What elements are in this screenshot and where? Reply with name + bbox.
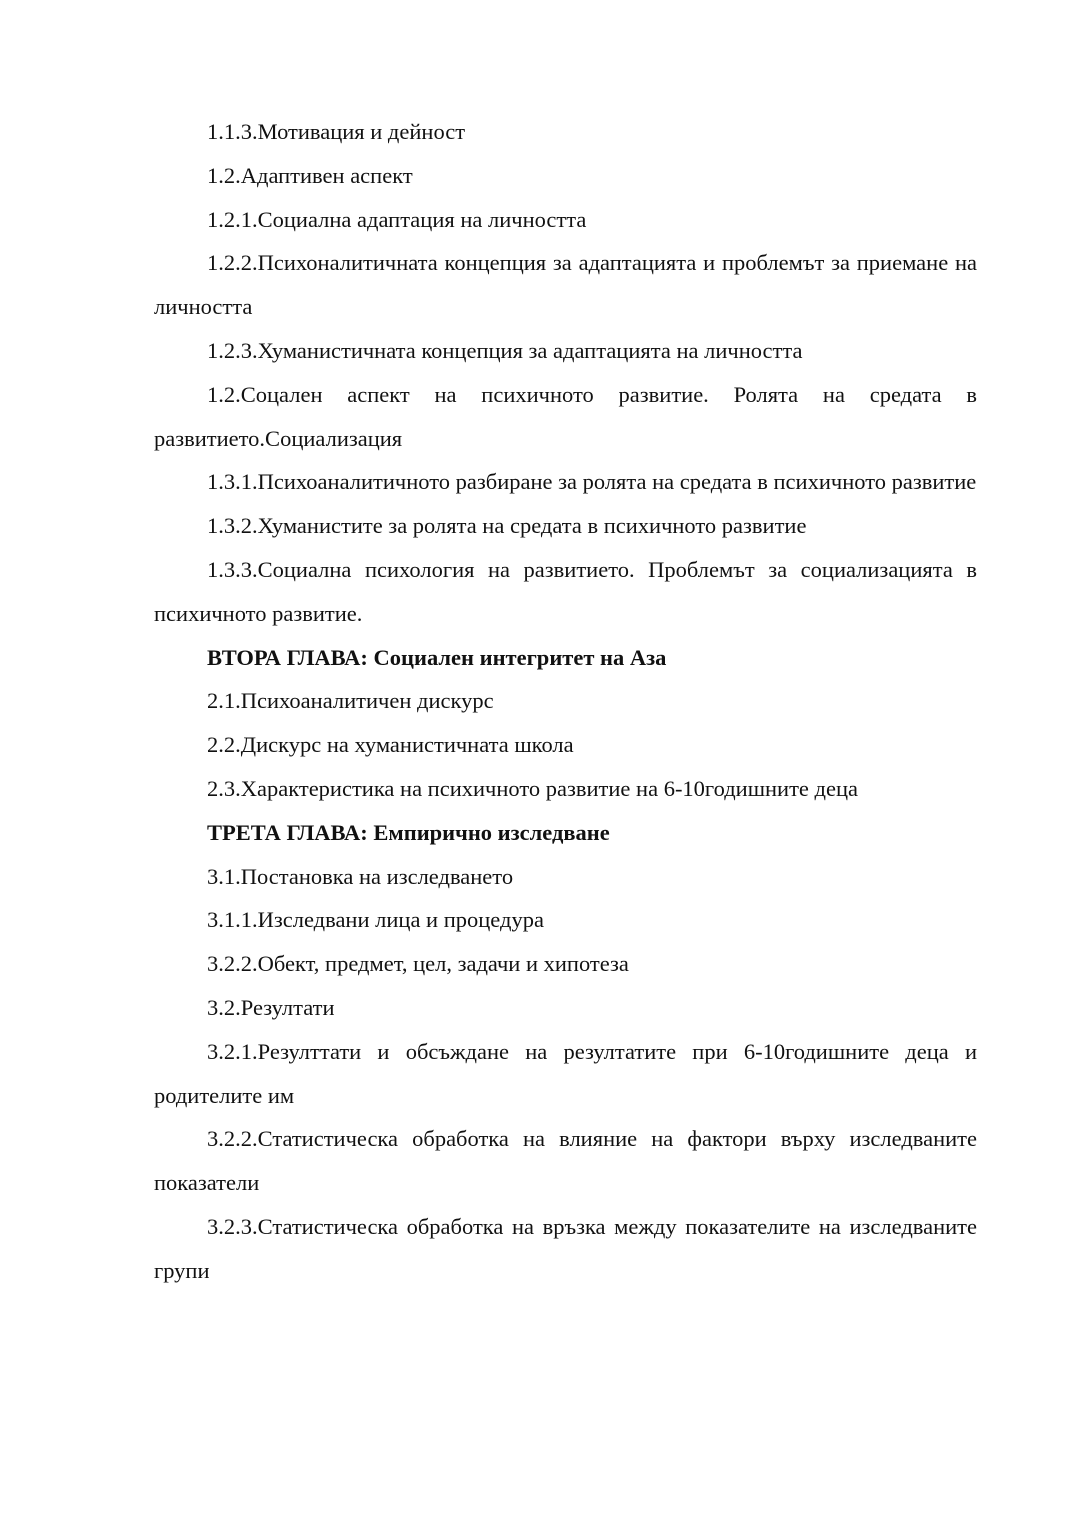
toc-entry-3-2-1: 3.2.1.Резулттати и обсъждане на резултатите при 6-10годишните деца и родителите им — [154, 1038, 977, 1108]
toc-entry-3-2-2: 3.2.2.Статистическа обработка на влияние на фактори върху изследваните показатели — [154, 1126, 977, 1196]
toc-entry-1-2-social: 1.2.Соцален аспект на психичното развитие. Ролята на средата в развитието.Социализация — [154, 381, 977, 451]
toc-entry-1-2-2: 1.2.2.Психоналитичната концепция за адаптацията и проблемът за приемане на личността — [154, 250, 977, 320]
toc-entry-3-2-3: 3.2.3.Статистическа обработка на връзка между показателите на изследваните групи — [154, 1213, 977, 1283]
toc-entry-3-2-2-object: 3.2.2.Обект, предмет, цел, задачи и хипотеза — [207, 951, 629, 977]
toc-entry-1-3-3: 1.3.3.Социална психология на развитието. Проблемът за социализацията в психичното развитие. — [154, 556, 977, 626]
toc-entry-1-1-3: 1.1.3.Мотивация и дейност — [207, 119, 466, 144]
toc-entry-1-2-1: 1.2.1.Социална адаптация на личността — [207, 206, 587, 232]
chapter-two-heading: ВТОРА ГЛАВА: Социален интегритет на Аза — [207, 644, 667, 670]
toc-entry-2-3: 2.3.Характеристика на психичното развитие на 6-10годишните деца — [207, 775, 859, 801]
toc-entry-1-2-3: 1.2.3.Хуманистичната концепция за адаптацията на личността — [207, 337, 803, 363]
toc-entry-1-3-2: 1.3.2.Хуманистите за ролята на средата в психичното развитие — [207, 513, 807, 539]
table-of-contents — [154, 110, 977, 1293]
toc-entry-3-1: 3.1.Постановка на изследването — [207, 863, 514, 889]
toc-entry-3-2: 3.2.Резултати — [207, 994, 335, 1020]
toc-entry-3-1-1: 3.1.1.Изследвани лица и процедура — [207, 907, 544, 933]
toc-entry-1-2: 1.2.Адаптивен аспект — [207, 162, 413, 188]
toc-entry-1-3-1: 1.3.1.Психоаналитичното разбиране за ролята на средата в психичното развитие — [207, 469, 977, 495]
toc-entry-2-1: 2.1.Психоаналитичен дискурс — [207, 688, 494, 714]
chapter-three-heading: ТРЕТА ГЛАВА: Емпирично изследване — [207, 819, 610, 845]
toc-entry-2-2: 2.2.Дискурс на хуманистичната школа — [207, 732, 574, 758]
